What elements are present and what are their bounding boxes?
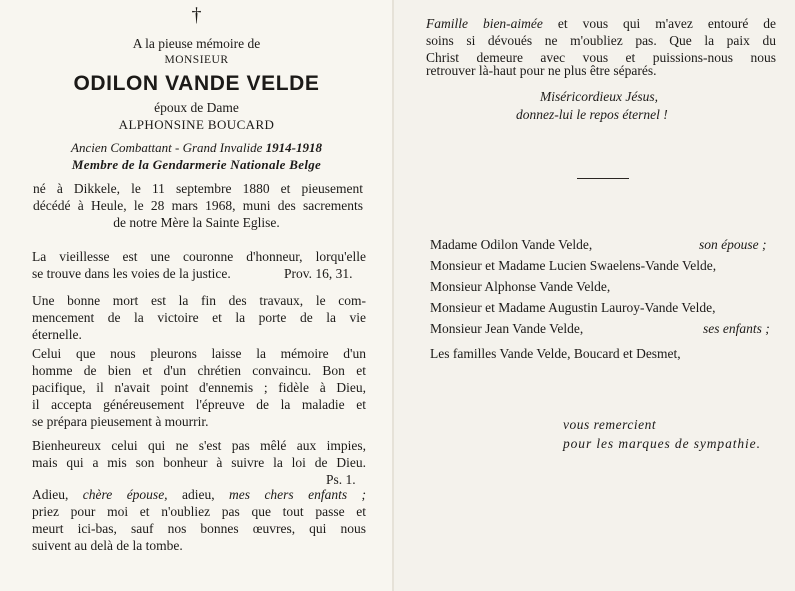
family-member: Monsieur et Madame Lucien Swaelens-Vande Velde, xyxy=(430,258,717,273)
role-veteran-text: Ancien Combattant - Grand Invalide xyxy=(71,140,263,155)
bio-line: de notre Mère la Sainte Eglise. xyxy=(113,215,280,230)
prayer-line1-rest: et vous qui m'avez entouré de xyxy=(557,16,776,31)
family-member: Madame Odilon Vande Velde, xyxy=(430,237,593,252)
left-page xyxy=(0,0,393,591)
farewell-line: priez pour moi et n'oubliez pas que tout passe et xyxy=(32,504,366,519)
invocation-line: donnez-lui le repos éternel ! xyxy=(516,107,668,122)
families-line: Les familles Vande Velde, Boucard et Desmet, xyxy=(430,346,681,361)
verse-line: mencement de la victoire et la porte de la vie xyxy=(32,310,366,325)
verse-line: pacifique, il n'avait point d'ennemis ; fidèle à Dieu, xyxy=(32,380,366,395)
spouse-prefix: époux de Dame xyxy=(154,100,239,115)
verse-line: se prépara pieusement à mourrir. xyxy=(32,414,209,429)
memory-line: A la pieuse mémoire de xyxy=(132,36,261,51)
farewell-line: meurt ici-bas, sauf nos bonnes œuvres, qui nous xyxy=(32,521,366,536)
farewell-children: mes chers enfants ; xyxy=(229,487,366,502)
farewell-line: suivent au delà de la tombe. xyxy=(32,538,183,553)
role-gendarmerie: Membre de la Gendarmerie Nationale Belge xyxy=(71,157,322,172)
verse-reference: Prov. 16, 31. xyxy=(284,266,353,281)
family-member: Monsieur Jean Vande Velde, xyxy=(430,321,584,336)
verse-line: Bienheureux celui qui ne s'est pas mêlé aux impies, xyxy=(32,438,366,453)
family-member: Monsieur et Madame Augustin Lauroy-Vande Velde, xyxy=(430,300,716,315)
title-monsieur: MONSIEUR xyxy=(164,54,229,66)
prayer-famille: Famille bien-aimée xyxy=(426,16,543,31)
deceased-name: ODILON VANDE VELDE xyxy=(73,72,320,95)
farewell-adieu-2: adieu, xyxy=(181,487,215,502)
farewell-adieu: Adieu, xyxy=(32,487,69,502)
prayer-line: retrouver là-haut pour ne plus être séparés. xyxy=(426,63,657,78)
spouse-name: ALPHONSINE BOUCARD xyxy=(118,117,275,132)
verse-line: Une bonne mort est la fin des travaux, le com- xyxy=(32,293,366,308)
thanks-line: pour les marques de sympathie. xyxy=(563,436,761,451)
verse-line: se trouve dans les voies de la justice. xyxy=(32,266,231,281)
war-years: 1914-1918 xyxy=(265,140,322,155)
verse-line: éternelle. xyxy=(32,327,82,342)
bio-line: né à Dikkele, le 11 septembre 1880 et pieusement xyxy=(33,181,363,196)
cross-icon: † xyxy=(191,4,202,26)
divider-rule xyxy=(577,178,629,179)
verse-line: homme de bien et d'un chrétien convaincu. Bon et xyxy=(32,363,366,378)
prayer-line xyxy=(426,15,776,32)
verse-line: mais qui a mis son bonheur à suivre la loi de Dieu. xyxy=(32,455,366,470)
verse-reference: Ps. 1. xyxy=(326,472,356,487)
prayer-line: Christ demeure avec vous et puissions-nous nous xyxy=(426,50,776,65)
farewell-spouse: chère épouse, xyxy=(82,487,168,502)
verse-line: il accepta généreusement l'épreuve de la maladie et xyxy=(32,397,366,412)
role-veteran xyxy=(0,140,393,156)
family-role: ses enfants ; xyxy=(703,321,770,336)
family-member: Monsieur Alphonse Vande Velde, xyxy=(430,279,611,294)
verse-line: La vieillesse est une couronne d'honneur, lorqu'elle xyxy=(32,249,366,264)
verse-line: Celui que nous pleurons laisse la mémoire d'un xyxy=(32,346,366,361)
prayer-line: soins si dévoués ne m'oubliez pas. Que la paix du xyxy=(426,33,776,48)
farewell-line xyxy=(32,486,366,503)
family-role: son épouse ; xyxy=(699,237,767,252)
bio-line: décédé à Heule, le 28 mars 1968, muni des sacrements xyxy=(33,198,363,213)
thanks-line: vous remercient xyxy=(563,417,657,432)
invocation-line: Miséricordieux Jésus, xyxy=(540,89,658,104)
